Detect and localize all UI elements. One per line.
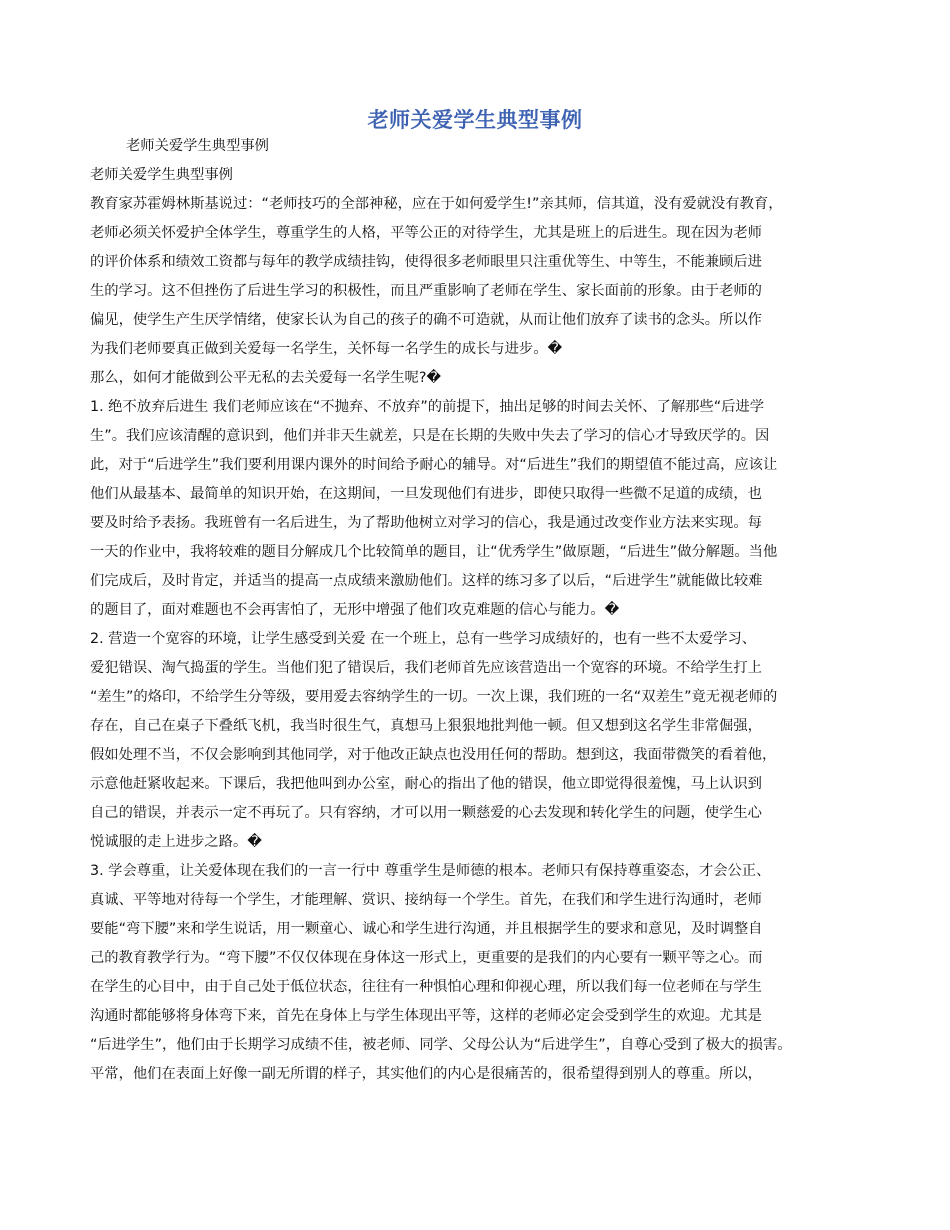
text-line: 己的教育教学行为。“弯下腰”不仅仅体现在身体这一形式上，更重要的是我们的内心要有一颗平等之心。而 <box>90 950 763 966</box>
text-line: 要及时给予表扬。我班曾有一名后进生，为了帮助他树立对学习的信心，我是通过改变作业方法来实现。每 <box>90 515 762 531</box>
document-body <box>90 132 880 1089</box>
text-line: 沟通时都能够将身体弯下来，首先在身体上与学生体现出平等，这样的老师必定会受到学生的欢迎。尤其是 <box>90 1008 762 1024</box>
text-line: 1. 绝不放弃后进生 我们老师应该在“不抛弃、不放弃”的前提下，抽出足够的时间去关怀、了解那些“后进学 <box>90 399 765 415</box>
text-line: 自己的错误，并表示一定不再玩了。只有容纳，才可以用一颗慈爱的心去发现和转化学生的问题，使学生心 <box>90 805 762 821</box>
text-line: 的评价体系和绩效工资都与每年的教学成绩挂钩，使得很多老师眼里只注重优等生、中等生，不能兼顾后进 <box>90 254 762 270</box>
document-title: 老师关爱学生典型事例 <box>367 107 583 132</box>
text-line: “后进学生”，他们由于长期学习成绩不佳，被老师、同学、父母公认为“后进学生”，自尊心受到了极大的损害。 <box>90 1037 792 1053</box>
text-line: 偏见，使学生产生厌学情绪，使家长认为自己的孩子的确不可造就，从而让他们放弃了读书的念头。所以作 <box>90 312 762 328</box>
text-line: 在学生的心目中，由于自己处于低位状态，往往有一种惧怕心理和仰视心理，所以我们每一位老师在与学生 <box>90 979 762 995</box>
text-line: 他们从最基本、最简单的知识开始，在这期间，一旦发现他们有进步，即使只取得一些微不足道的成绩，也 <box>90 486 762 502</box>
text-line: 生”。我们应该清醒的意识到，他们并非天生就差，只是在长期的失败中失去了学习的信心才导致厌学的。因 <box>90 428 770 444</box>
heading-line: 老师关爱学生典型事例 <box>90 167 233 183</box>
text-line: 假如处理不当，不仅会影响到其他同学，对于他改正缺点也没用任何的帮助。想到这，我面带微笑的看着他， <box>90 747 777 763</box>
text-line: 平常，他们在表面上好像一副无所谓的样子，其实他们的内心是很痛苦的，很希望得到别人的尊重。所以， <box>90 1066 762 1082</box>
text-line: 老师必须关怀爱护全体学生，尊重学生的人格，平等公正的对待学生，尤其是班上的后进生。现在因为老师 <box>90 225 762 241</box>
text-line: 悦诚服的走上进步之路。� <box>90 834 262 850</box>
text-line: 们完成后，及时肯定，并适当的提高一点成绩来激励他们。这样的练习多了以后，“后进学生”就能做比较难 <box>90 573 763 589</box>
subtitle-line: 老师关爱学生典型事例 <box>126 138 269 154</box>
text-line: 3. 学会尊重，让关爱体现在我们的一言一行中 尊重学生是师德的根本。老师只有保持尊重姿态，才会公正、 <box>90 863 771 879</box>
text-line: 的题目了，面对难题也不会再害怕了，无形中增强了他们攻克难题的信心与能力。� <box>90 602 620 618</box>
text-line: “差生”的烙印，不给学生分等级，要用爱去容纳学生的一切。一次上课，我们班的一名“双差生”竟无视老师的 <box>90 689 778 705</box>
text-line: 此，对于“后进学生”我们要利用课内课外的时间给予耐心的辅导。对“后进生”我们的期望值不能过高，应该让 <box>90 457 778 473</box>
text-line: 要能“弯下腰”来和学生说话，用一颗童心、诚心和学生进行沟通，并且根据学生的要求和意见，及时调整自 <box>90 921 763 937</box>
text-line: 示意他赶紧收起来。下课后，我把他叫到办公室，耐心的指出了他的错误，他立即觉得很羞愧，马上认识到 <box>90 776 762 792</box>
text-line: 一天的作业中，我将较难的题目分解成几个比较简单的题目，让“优秀学生”做原题，“后进生”做分解题。当他 <box>90 544 778 560</box>
text-line: 为我们老师要真正做到关爱每一名学生，关怀每一名学生的成长与进步。� <box>90 341 563 357</box>
text-line: 爱犯错误、淘气捣蛋的学生。当他们犯了错误后，我们老师首先应该营造出一个宽容的环境。不给学生打上 <box>90 660 762 676</box>
text-line: 2. 营造一个宽容的环境，让学生感受到关爱 在一个班上，总有一些学习成绩好的，也有一些不太爱学习、 <box>90 631 757 647</box>
text-line: 教育家苏霍姆林斯基说过：“老师技巧的全部神秘，应在于如何爱学生!”亲其师，信其道，没有爱就没有教育， <box>90 196 783 212</box>
text-line: 真诚、平等地对待每一个学生，才能理解、赏识、接纳每一个学生。首先，在我们和学生进行沟通时，老师 <box>90 892 762 908</box>
text-line: 存在，自己在桌子下叠纸飞机，我当时很生气，真想马上狠狠地批判他一顿。但又想到这名学生非常倔强， <box>90 718 762 734</box>
text-line: 生的学习。这不但挫伤了后进生学习的积极性，而且严重影响了老师在学生、家长面前的形象。由于老师的 <box>90 283 762 299</box>
text-line: 那么，如何才能做到公平无私的去关爱每一名学生呢?� <box>90 370 442 386</box>
